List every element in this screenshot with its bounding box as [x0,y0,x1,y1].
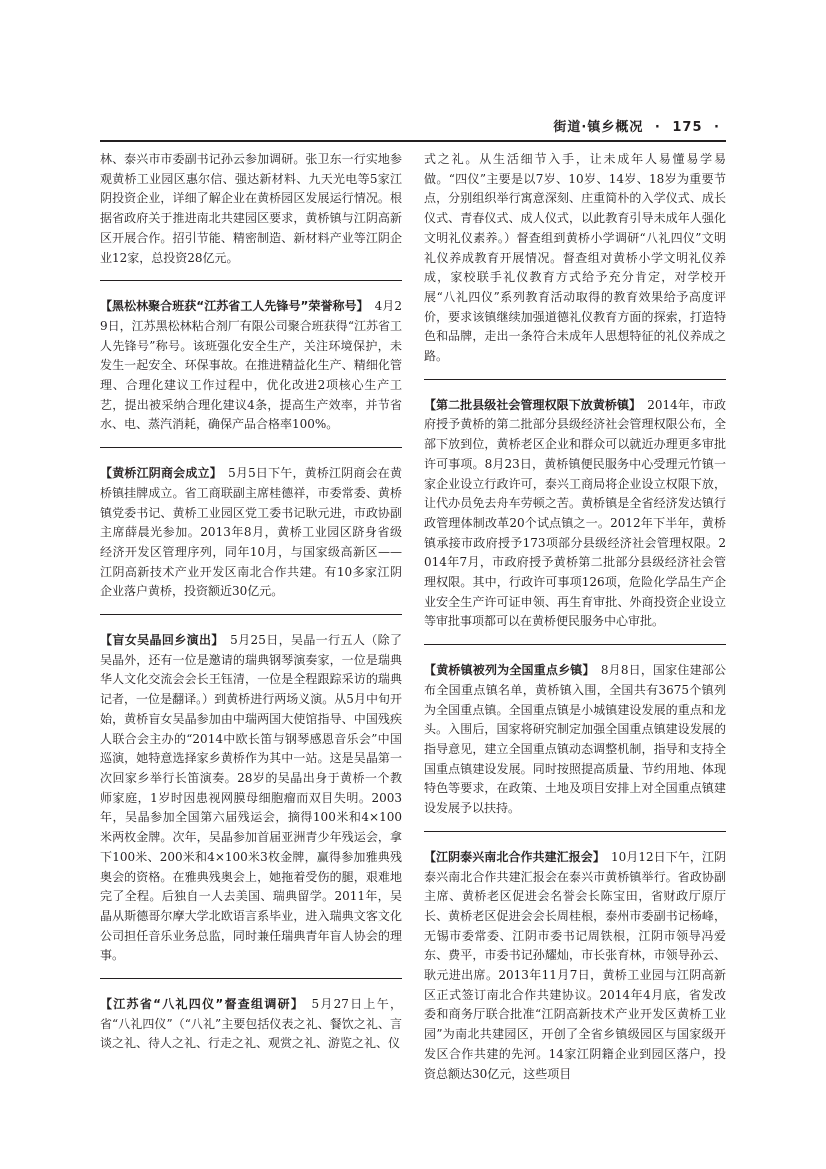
entry-title: 【第二批县级社会管理权限下放黄桥镇】 [424,397,636,412]
entry [100,464,402,602]
entry-paragraph [100,995,402,1054]
entry-title: 【黑松林聚合班获“江苏省工人先锋号”荣誉称号】 [100,299,363,314]
entry [424,661,726,819]
entry-title: 【江苏省“八礼四仪”督查组调研】 [100,997,299,1012]
entry-divider [424,831,726,832]
entry-divider [424,379,726,380]
continuation-paragraph: 林、泰兴市市委副书记孙云参加调研。张卫东一行实地参观黄桥工业园区惠尔信、强达新材料、九天光电等5家江阴投资企业，详细了解企业在黄桥园区发展运行情况。根据省政府关于推进南北共建园区要求，黄桥镇与江阴高新区开展合作。招引节能、精密制造、新材料产业等江阴企业12家，总投资28亿元。 [100,152,402,265]
entry-body: 4月29日，江苏黑松林粘合剂厂有限公司聚合班获得“江苏省工人先锋号”称号。该班强化安全生产，关注环境保护，未发生一起安全、环保事故。在推进精益化生产、精细化管理、合理化建议工作过程中，优化改进2项核心生产工艺，提出被采纳合理化建议4条，提高生产效率，并节省水、电、蒸汽消耗，确保产品合格率100%。 [100,299,402,432]
entry-divider [100,614,402,615]
entry-divider [100,280,402,281]
entry-title: 【盲女吴晶回乡演出】 [100,633,218,648]
section-title: 街道·镇乡概况 [553,120,644,135]
continuation-paragraph: 式之礼。从生活细节入手，让未成年人易懂易学易做。“四仪”主要是以7岁、10岁、14岁、18岁为重要节点，分别组织举行寓意深刻、庄重简朴的入学仪式、成长仪式、青春仪式、成人仪式，以此教育引导未成年人强化文明礼仪素养。）督查组到黄桥小学调研“八礼四仪”文明礼仪养成教育开展情况。督查组对黄桥小学文明礼仪养成，家校联手礼仪教育方式给予充分肯定，对学校开展“八礼四仪”系列教育活动取得的教育效果给予高度评价，要求该镇继续加强道德礼仪教育方面的探索，打造特色和品牌，走出一条符合未成年人思想特征的礼仪养成之路。 [424,152,726,364]
entry-paragraph [100,464,402,602]
entry-body: 2014年，市政府授予黄桥的第二批部分县级经济社会管理权限公布，全部下放到位，黄桥老区企业和群众可以就近办理更多审批许可事项。8月23日，黄桥镇便民服务中心受理元竹镇一家企业设立行政许可，泰兴工商局将企业设立权限下放，让代办员免去舟车劳顿之苦。黄桥镇是全省经济发达镇行政管理体制改革20个试点镇之一。2012年下半年，黄桥镇承接市政府授予173项部分县级经济社会管理权限。2014年7月，市政府授予黄桥第二批部分县级经济社会管理权限。其中，行政许可事项126项，危险化学品生产企业安全生产许可证申领、再生育审批、外商投资企业设立等审批事项都可以在黄桥便民服务中心审批。 [424,397,726,629]
entry-title: 【黄桥镇被列为全国重点乡镇】 [424,663,589,678]
entry-paragraph [424,848,726,1084]
entry-body: 10月12日下午，江阴泰兴南北合作共建汇报会在泰兴市黄桥镇举行。省政协副主席、黄桥老区促进会名誉会长陈宝田，省财政厅原厅长、黄桥老区促进会会长周桂根，泰州市委副书记杨峰，无锡市委常委、江阴市委书记周铁根，江阴市领导冯爱东、费平，市委书记孙耀灿，市长张育林，市领导孙云、耿元进出席。2013年11月7日，黄桥工业园与江阴高新区正式签订南北合作共建协议。2014年4月底，省发改委和商务厅联合批准“江阴高新技术产业开发区黄桥工业园”为南北共建园区，开创了全省乡镇级园区与国家级开发区合作共建的先河。14家江阴籍企业到园区落户，投资总额达30亿元，这些项目 [424,849,726,1081]
entry-paragraph [100,631,402,966]
entry-divider [424,644,726,645]
header-separator-dot: · [714,120,720,135]
entry [100,995,402,1054]
entry-divider [100,978,402,979]
entry [424,396,726,632]
right-column [424,150,726,1084]
running-header [100,116,726,135]
entry [424,848,726,1084]
entry [100,631,402,966]
entry-title: 【江阴泰兴南北合作共建汇报会】 [424,849,599,864]
entry-title: 【黄桥江阴商会成立】 [100,466,216,481]
entry-body: 5月5日下午，黄桥江阴商会在黄桥镇挂牌成立。省工商联副主席桂德祥，市委常委、黄桥镇党委书记、黄桥工业园区党工委书记耿元进，市政协副主席薛晨光参加。2013年8月，黄桥工业园区跻身省级经济开发区管理序列，同年10月，与国家级高新区——江阴高新技术产业开发区南北合作共建。有10多家江阴企业落户黄桥，投资额近30亿元。 [100,466,402,599]
entry-body: 5月27日上午，省“八礼四仪”（“八礼”主要包括仪表之礼、餐饮之礼、言谈之礼、待人之礼、行走之礼、观赏之礼、游览之礼、仪 [100,997,402,1051]
entry-body: 5月25日，吴晶一行五人（除了吴晶外，还有一位是邀请的瑞典钢琴演奏家，一位是瑞典华人文化交流会会长王钰清，一位是全程跟踪采访的瑞典记者，一位是翻译。）到黄桥进行两场义演。从5月中旬开始，黄桥盲女吴晶参加由中瑞两国大使馆指导、中国残疾人联合会主办的“2014中欧长笛与钢琴感恩音乐会”中国巡演，她特意选择家乡黄桥作为其中一站。这是吴晶第一次回家乡举行长笛演奏。28岁的吴晶出身于黄桥一个教师家庭，1岁时因患视网膜母细胞瘤而双目失明。2003年，吴晶参加全国第六届残运会，摘得100米和4×100米两枚金牌。次年，吴晶参加首届亚洲青少年残运会，拿下100米、200米和4×100米3枚金牌，赢得参加雅典残奥会的资格。在雅典残奥会上，她拖着受伤的腿，艰难地完了全程。后独自一人去美国、瑞典留学。2011年，吴晶从斯德哥尔摩大学北欧语言系毕业，进入瑞典文客文化公司担任音乐业务总监，同时兼任瑞典青年盲人协会的理事。 [100,633,402,963]
header-separator-dot: · [654,120,661,135]
page-number: 175 [672,120,703,135]
entry-paragraph [424,661,726,819]
entry-divider [100,447,402,448]
header-rule [100,140,726,142]
entry [100,297,402,435]
entry-body: 8月8日，国家住建部公布全国重点镇名单，黄桥镇入围，全国共有3675个镇列为全国重点镇。全国重点镇是小城镇建设发展的重点和龙头。入围后，国家将研究制定加强全国重点镇建设发展的指导意见，建立全国重点镇动态调整机制，指导和支持全国重点镇建设发展。同时按照提高质量、节约用地、体现特色等要求，在政策、土地及项目安排上对全国重点镇建设发展予以扶持。 [424,663,726,816]
left-column [100,150,402,1054]
entry-paragraph [100,297,402,435]
entry-paragraph [424,396,726,632]
